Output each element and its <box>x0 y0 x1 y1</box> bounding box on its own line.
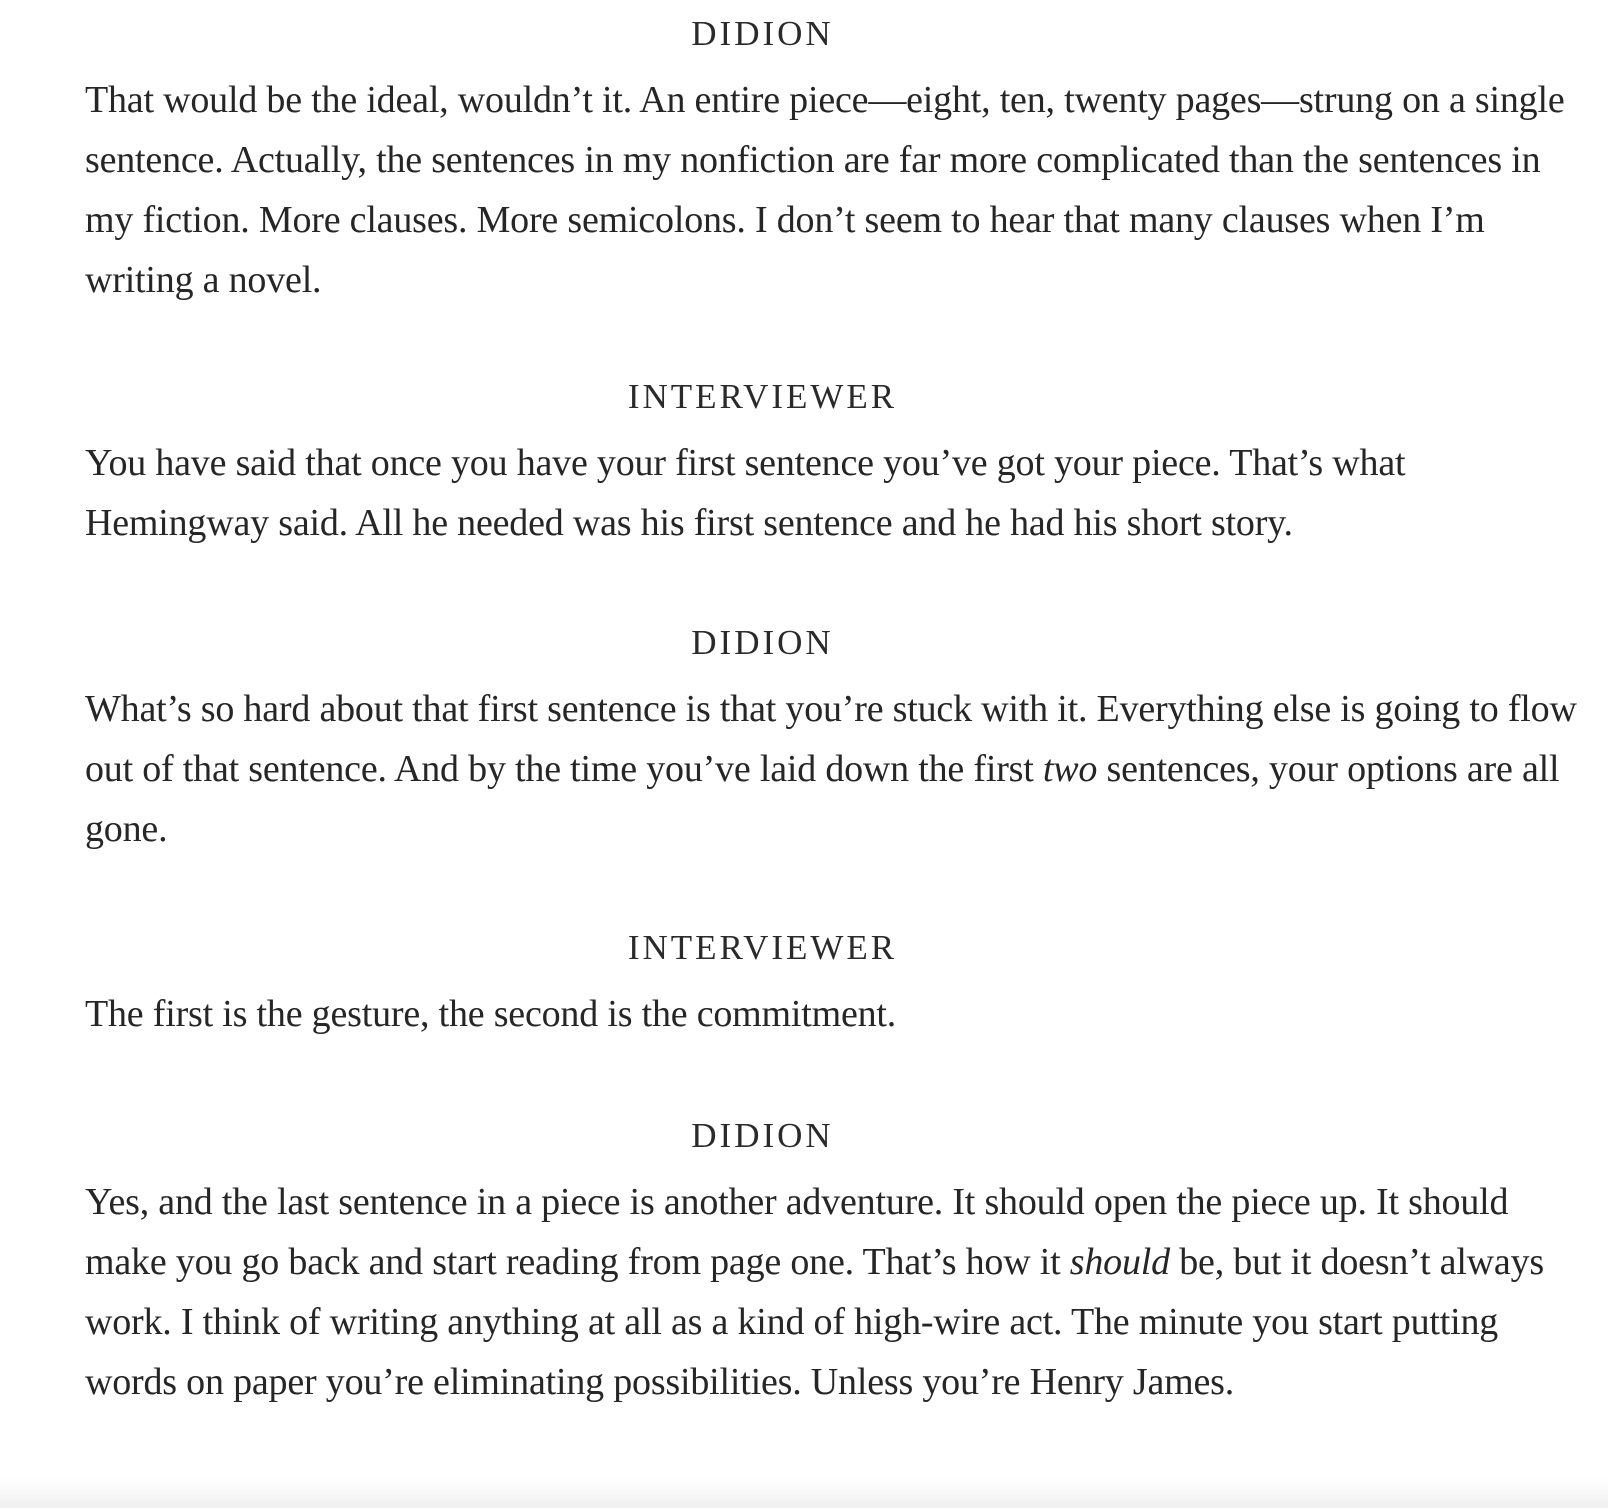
answer-paragraph: What’s so hard about that first sentence is that you’re stuck with it. Everything else is going to flow out of that sentence. And by the time you’ve laid down the first two sentences, your options are all gone. <box>85 688 1577 850</box>
speaker-label: DIDION <box>691 1116 834 1155</box>
exchange-5 <box>85 1116 1585 1412</box>
exchange-2 <box>85 377 1585 553</box>
question-paragraph: The first is the gesture, the second is the commitment. <box>85 993 897 1035</box>
exchange-3 <box>85 623 1585 859</box>
exchange-4 <box>85 928 1585 1044</box>
answer-paragraph: That would be the ideal, wouldn’t it. An entire piece—eight, ten, twenty pages—strung on a single sentence. Actually, the sentences in my nonfiction are far more complicated than the sentences in my fiction. More clauses. More semicolons. I don’t seem to hear that many clauses when I’m writing a novel. <box>85 79 1565 301</box>
exchange-1 <box>85 14 1585 310</box>
emphasis: two <box>1042 748 1098 790</box>
speaker-label: INTERVIEWER <box>627 377 898 416</box>
speaker-label: DIDION <box>691 14 834 53</box>
bottom-shadow <box>0 1478 1608 1508</box>
emphasis: should <box>1069 1241 1170 1283</box>
question-paragraph: You have said that once you have your first sentence you’ve got your piece. That’s what Hemingway said. All he needed was his first sentence and he had his short story. <box>85 442 1406 544</box>
speaker-label: DIDION <box>691 623 834 662</box>
speaker-label: INTERVIEWER <box>627 928 898 967</box>
answer-paragraph: Yes, and the last sentence in a piece is another adventure. It should open the piece up. It should make you go back and start reading from page one. That’s how it should be, but it doesn’t always work. I think of writing anything at all as a kind of high-wire act. The minute you start putting words on paper you’re eliminating possibilities. Unless you’re Henry James. <box>85 1181 1544 1403</box>
